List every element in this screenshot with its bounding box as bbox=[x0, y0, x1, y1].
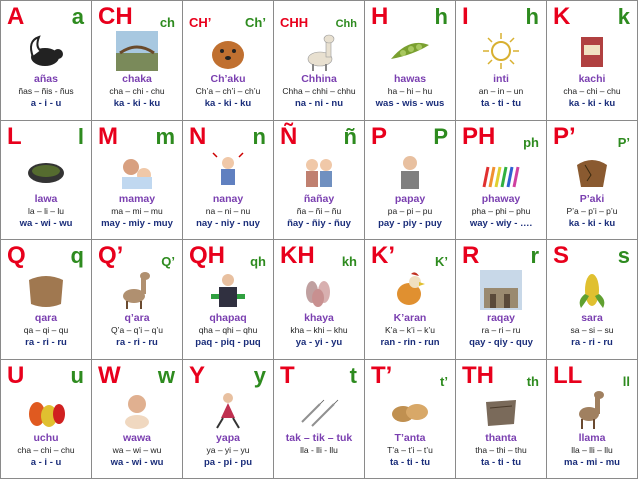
syllables-line: la – li – lu bbox=[28, 205, 64, 216]
uppercase-letter: H bbox=[371, 3, 389, 30]
syllables-line: tha – thi – thu bbox=[475, 444, 527, 455]
quechua-word: kachi bbox=[578, 73, 606, 85]
syllables-line-bold: pa - pi - pu bbox=[203, 456, 253, 468]
syllables-line: Chha – chhi – chhu bbox=[282, 86, 356, 96]
syllables-line: Ch’a – ch’i – ch’u bbox=[195, 86, 261, 96]
quechua-word: thanta bbox=[485, 431, 517, 444]
syllables-line-bold: a - i - u bbox=[30, 98, 62, 109]
quechua-word: Ch’aku bbox=[210, 73, 246, 85]
llama-icon bbox=[116, 270, 158, 310]
uppercase-letter: K’ bbox=[371, 242, 395, 269]
syllables-line-bold: pay - piy - puy bbox=[378, 217, 442, 229]
uppercase-letter: Q bbox=[7, 242, 26, 269]
syllables-line: ñas – ñis - ñus bbox=[18, 86, 74, 96]
syllables-line-bold: ra - ri - ru bbox=[25, 337, 67, 348]
letter-cell-ch-ej bbox=[183, 1, 274, 121]
uppercase-letter: T’ bbox=[371, 361, 393, 389]
letter-cell-ph bbox=[456, 121, 547, 241]
syllables-line: ya – yi – yu bbox=[206, 444, 250, 455]
lowercase-letter: K’ bbox=[435, 254, 448, 269]
syllables-line: T’a – t’i – t’u bbox=[387, 444, 433, 455]
uppercase-letter: K bbox=[553, 3, 571, 30]
syllables-line: qa – qi – qu bbox=[23, 325, 69, 335]
lowercase-letter: h bbox=[434, 4, 448, 29]
syllables-line-bold: way - wiy - …. bbox=[469, 217, 533, 229]
syllables-line-bold: qay - qiy - quy bbox=[469, 337, 533, 348]
syllables-line: an – in – un bbox=[478, 86, 524, 96]
dog-icon bbox=[207, 31, 249, 71]
lowercase-letter: Chh bbox=[335, 18, 357, 30]
quechua-word: q’ara bbox=[124, 312, 150, 324]
lowercase-letter: P bbox=[433, 123, 448, 149]
syllables-line: K’a – k’i – k’u bbox=[384, 325, 436, 335]
letter-cell-s bbox=[547, 240, 638, 360]
letter-cell-p bbox=[365, 121, 456, 241]
syllables-line: cha – chi – chu bbox=[17, 444, 75, 455]
lowercase-letter: a bbox=[71, 4, 84, 29]
quechua-word: llama bbox=[578, 431, 606, 444]
syllables-line-bold: ñay - ñiy - ñuy bbox=[287, 217, 351, 229]
uppercase-letter: R bbox=[462, 242, 480, 269]
lowercase-letter: q bbox=[70, 243, 84, 268]
lowercase-letter: t bbox=[349, 362, 357, 388]
syllables-line-bold: wa - wi - wu bbox=[19, 217, 73, 229]
quechua-word: ñañay bbox=[303, 192, 335, 205]
dancer-icon bbox=[207, 390, 249, 430]
llama-standing-icon bbox=[571, 390, 613, 430]
quechua-word: qhapaq bbox=[209, 312, 247, 324]
uppercase-letter: M bbox=[98, 122, 118, 150]
syllables-line-bold: ka - ki - ku bbox=[204, 98, 252, 109]
letter-cell-w bbox=[92, 360, 183, 479]
syllables-line: ma – mi – mu bbox=[111, 205, 163, 216]
letter-cell-t-ej bbox=[365, 360, 456, 479]
syllables-line: pha – phi – phu bbox=[471, 205, 531, 216]
syllables-line-bold: ta - ti - tu bbox=[480, 98, 522, 109]
lowercase-letter: k bbox=[617, 4, 630, 29]
runners-icon bbox=[480, 151, 522, 191]
syllables-line-bold: ka - ki - ku bbox=[113, 98, 161, 109]
oca-icon bbox=[298, 270, 340, 310]
syllables-line: sa – si – su bbox=[570, 325, 614, 335]
quechua-word: chaka bbox=[122, 73, 152, 85]
syllables-line: wa – wi – wu bbox=[112, 444, 162, 455]
lowercase-letter: ch bbox=[159, 15, 175, 30]
bridge-icon bbox=[116, 31, 158, 71]
peppers-icon bbox=[25, 390, 67, 430]
lowercase-letter: n bbox=[252, 123, 266, 149]
broken-pot-icon bbox=[571, 151, 613, 191]
rich-man-icon bbox=[207, 270, 249, 310]
letter-cell-chh bbox=[274, 1, 365, 121]
quechua-word: K’aran bbox=[393, 312, 427, 324]
syllables-line-bold: na - ni - nu bbox=[294, 98, 344, 109]
letter-cell-q-ej bbox=[92, 240, 183, 360]
lowercase-letter: s bbox=[617, 243, 630, 268]
letter-cell-h bbox=[365, 1, 456, 121]
lowercase-letter: th bbox=[526, 373, 539, 389]
uppercase-letter: CH’ bbox=[189, 15, 212, 30]
uppercase-letter: S bbox=[553, 242, 570, 269]
syllables-line-bold: ta - ti - tu bbox=[480, 456, 522, 468]
syllables-line-bold: ya - yi - yu bbox=[295, 337, 343, 348]
letter-cell-n bbox=[183, 121, 274, 241]
syllables-line: P’a – p’i – p’u bbox=[566, 205, 618, 216]
lowercase-letter: h bbox=[525, 4, 539, 29]
quechua-word: uchu bbox=[33, 431, 59, 444]
quechua-word: yapa bbox=[216, 431, 240, 444]
syllables-line-bold: ra - ri - ru bbox=[116, 337, 158, 348]
quechua-word: raqay bbox=[486, 312, 516, 324]
lowercase-letter: ph bbox=[523, 134, 539, 150]
syllables-line: Q’a – q’i – q’u bbox=[111, 325, 163, 335]
uppercase-letter: L bbox=[7, 122, 22, 150]
pain-icon bbox=[207, 151, 249, 191]
letter-cell-i bbox=[456, 1, 547, 121]
quechua-word: qara bbox=[34, 312, 58, 324]
quechua-word: wawa bbox=[122, 431, 151, 444]
letter-cell-k bbox=[547, 1, 638, 121]
bread-icon bbox=[389, 390, 431, 430]
uppercase-letter: N bbox=[189, 122, 207, 150]
letter-cell-ch bbox=[92, 1, 183, 121]
uppercase-letter: Y bbox=[189, 361, 206, 389]
uppercase-letter: TH bbox=[462, 361, 494, 389]
alpaca-icon bbox=[298, 31, 340, 71]
letter-cell-t bbox=[274, 360, 365, 479]
lowercase-letter: w bbox=[157, 362, 175, 388]
quechua-word: phaway bbox=[481, 192, 521, 205]
syllables-line: cha – chi – chu bbox=[563, 86, 621, 96]
lowercase-letter: ñ bbox=[343, 123, 357, 149]
uppercase-letter: P bbox=[371, 122, 388, 150]
syllables-line-bold: was - wis - wus bbox=[375, 98, 445, 109]
syllables-line: qha – qhi – qhu bbox=[198, 325, 258, 335]
syllables-line-bold: a - i - u bbox=[30, 456, 62, 468]
letter-cell-u bbox=[1, 360, 92, 479]
uppercase-letter: U bbox=[7, 361, 25, 389]
soup-icon bbox=[25, 151, 67, 191]
syllables-line-bold: ka - ki - ku bbox=[568, 98, 616, 109]
uppercase-letter: CHH bbox=[280, 15, 309, 30]
quechua-word: mamay bbox=[118, 192, 156, 205]
rags-icon bbox=[480, 390, 522, 430]
lowercase-letter: P’ bbox=[617, 134, 630, 150]
uppercase-letter: QH bbox=[189, 242, 225, 269]
syllables-line: lla - lli - llu bbox=[300, 444, 338, 455]
uppercase-letter: CH bbox=[98, 3, 133, 30]
letter-cell-nn bbox=[274, 121, 365, 241]
letter-cell-q bbox=[1, 240, 92, 360]
letter-cell-a bbox=[1, 1, 92, 121]
lowercase-letter: l bbox=[77, 123, 84, 149]
quechua-word: nanay bbox=[212, 192, 244, 205]
quechua-word: T’anta bbox=[394, 431, 426, 444]
uppercase-letter: KH bbox=[280, 242, 315, 269]
ruins-icon bbox=[480, 270, 522, 310]
leather-icon bbox=[25, 270, 67, 310]
salt-box-icon bbox=[571, 31, 613, 71]
syllables-line: ha – hi – hu bbox=[387, 86, 433, 96]
lowercase-letter: ll bbox=[622, 373, 630, 389]
lowercase-letter: Ch’ bbox=[245, 15, 266, 30]
quechua-word: papay bbox=[394, 192, 426, 205]
lowercase-letter: r bbox=[530, 243, 539, 268]
uppercase-letter: P’ bbox=[553, 122, 576, 150]
lowercase-letter: y bbox=[253, 362, 266, 388]
lowercase-letter: qh bbox=[250, 254, 266, 269]
syllables-line: ña – ñi – ñu bbox=[296, 205, 342, 216]
sisters-icon bbox=[298, 151, 340, 191]
lowercase-letter: kh bbox=[341, 254, 357, 269]
uppercase-letter: Ñ bbox=[280, 122, 298, 150]
syllables-line-bold: ta - ti - tu bbox=[389, 456, 431, 468]
uppercase-letter: PH bbox=[462, 122, 496, 150]
syllables-line: pa – pi – pu bbox=[387, 205, 433, 216]
syllables-line-bold: ran - rin - run bbox=[380, 337, 440, 348]
letter-cell-k-ej bbox=[365, 240, 456, 360]
syllables-line-bold: nay - niy - nuy bbox=[196, 217, 260, 229]
uppercase-letter: I bbox=[462, 3, 469, 30]
syllables-line: na – ni – nu bbox=[205, 205, 251, 216]
syllables-line-bold: may - miy - muy bbox=[101, 217, 173, 229]
quechua-word: tak – tik – tuk bbox=[285, 431, 353, 444]
uppercase-letter: T bbox=[280, 361, 295, 389]
uppercase-letter: Q’ bbox=[98, 242, 124, 269]
letter-cell-r bbox=[456, 240, 547, 360]
syllables-line: ra – ri – ru bbox=[481, 325, 521, 335]
syllables-line-bold: ka - ki - ku bbox=[568, 217, 616, 229]
quechua-word: inti bbox=[493, 73, 509, 85]
skunk-icon bbox=[25, 31, 67, 71]
syllables-line: kha – khi – khu bbox=[290, 325, 348, 335]
lowercase-letter: Q’ bbox=[161, 254, 175, 269]
quechua-word: hawas bbox=[393, 73, 427, 85]
corn-icon bbox=[571, 270, 613, 310]
syllables-line: cha – chi - chu bbox=[109, 86, 165, 96]
quechua-word: P’aki bbox=[579, 192, 605, 205]
syringes-icon bbox=[298, 390, 340, 430]
letter-cell-y bbox=[183, 360, 274, 479]
uppercase-letter: LL bbox=[553, 361, 583, 389]
syllables-line-bold: ma - mi - mu bbox=[564, 456, 620, 468]
letter-cell-qh bbox=[183, 240, 274, 360]
letter-cell-p-ej bbox=[547, 121, 638, 241]
syllables-line-bold: wa - wi - wu bbox=[110, 456, 164, 468]
baby-icon bbox=[116, 390, 158, 430]
sun-icon bbox=[480, 31, 522, 71]
lowercase-letter: m bbox=[155, 123, 175, 149]
quechua-word: añas bbox=[34, 73, 58, 85]
syllables-line: lla – lli – llu bbox=[571, 444, 613, 455]
lowercase-letter: t’ bbox=[440, 373, 448, 389]
uppercase-letter: W bbox=[98, 361, 121, 389]
letter-cell-l bbox=[1, 121, 92, 241]
beans-icon bbox=[389, 31, 431, 71]
quechua-word: sara bbox=[581, 312, 603, 324]
lowercase-letter: u bbox=[70, 362, 84, 388]
letter-cell-th bbox=[456, 360, 547, 479]
rooster-icon bbox=[389, 270, 431, 310]
mother-icon bbox=[116, 151, 158, 191]
letter-cell-ll bbox=[547, 360, 638, 479]
letter-cell-kh bbox=[274, 240, 365, 360]
quechua-word: lawa bbox=[34, 192, 58, 205]
quechua-word: khaya bbox=[304, 312, 334, 324]
father-icon bbox=[389, 151, 431, 191]
quechua-word: Chhina bbox=[301, 73, 337, 85]
syllables-line-bold: ra - ri - ru bbox=[571, 337, 613, 348]
uppercase-letter: A bbox=[7, 3, 25, 30]
syllables-line-bold: paq - piq - puq bbox=[195, 337, 261, 348]
letter-cell-m bbox=[92, 121, 183, 241]
